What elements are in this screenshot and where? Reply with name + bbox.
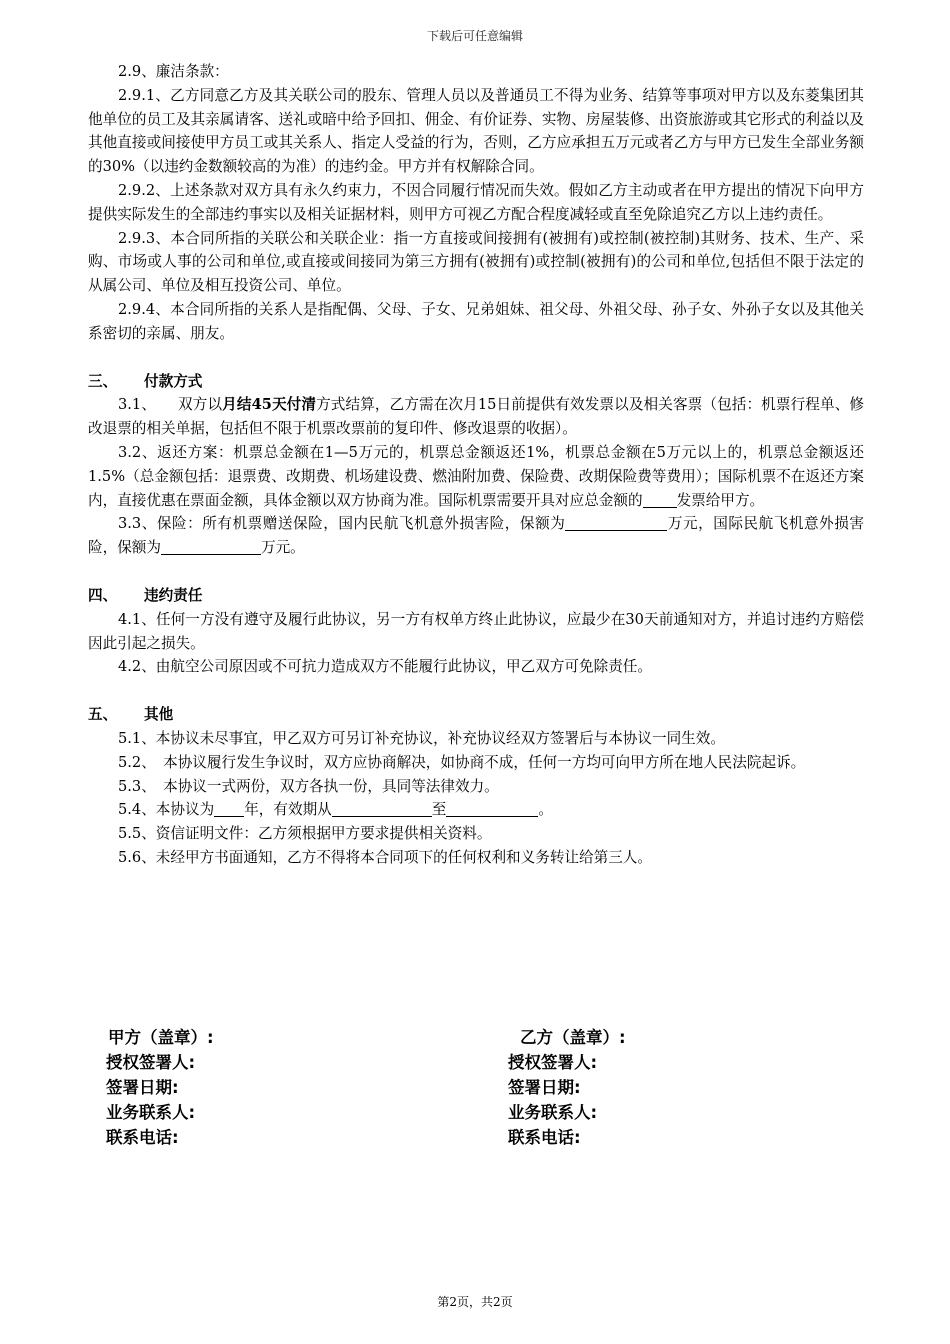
section-5-heading: [88, 703, 864, 727]
section-number: 三、: [88, 372, 118, 390]
clause-5-5: 5.5、资信证明文件：乙方须根据甲方要求提供相关资料。: [118, 825, 492, 843]
clause-text: 双方以: [177, 396, 223, 414]
clause-text: 至: [431, 801, 447, 819]
section-3-heading: [88, 370, 864, 394]
party-b-phone-label: 联系电话:: [508, 1128, 581, 1147]
clause-text: 方式结算，乙方需在次月15日前提供有效发票以及相关客票（包括：机票行程单、修改退票的相关单据，包括但不限于机票改票前的复印件、修改退票的收据）。: [88, 396, 864, 438]
clause-3-3: [88, 512, 864, 560]
party-a-contact-label: 业务联系人:: [106, 1103, 196, 1122]
blank-line: [643, 491, 677, 508]
clause-text: 年，有效期从: [244, 801, 332, 819]
clause-text: 发票给甲方。: [676, 491, 765, 509]
clause-text: 3.3、保险：所有机票赠送保险，国内民航飞机意外损害险，保额为: [118, 515, 566, 533]
section-title: 其他: [144, 706, 174, 724]
clause-5-6: 5.6、未经甲方书面通知，乙方不得将本合同项下的任何权利和义务转让给第三人。: [118, 848, 652, 866]
party-b-signature: [508, 1025, 828, 1150]
clause-5-1: 5.1、本协议未尽事宜，甲乙双方可另订补充协议，补充协议经双方签署后与本协议一同生效。: [118, 729, 725, 747]
page-header: 下载后可任意编辑: [426, 29, 523, 43]
payment-term: 月结45天付清: [222, 396, 317, 414]
section-number: 五、: [88, 706, 118, 724]
clause-3-1: [88, 393, 864, 441]
clause-text: 万元。: [260, 539, 305, 557]
clause-2-9-title: 2.9、廉洁条款：: [118, 63, 229, 80]
clause-5-4: [88, 798, 864, 822]
clause-text: 万元，国际民航飞机意外损害险，保额为: [88, 515, 864, 557]
clause-4-1: 4.1、任何一方没有遵守及履行此协议，另一方有权单方终止此协议，应最少在30天前通知对方，并追讨违约方赔偿因此引起之损失。: [88, 610, 864, 652]
party-a-signature: [106, 1025, 426, 1150]
clause-number: 3.1、: [118, 396, 157, 414]
party-b-signer-label: 授权签署人:: [508, 1053, 598, 1072]
section-title: 违约责任: [144, 586, 203, 604]
blank-line: [332, 800, 432, 817]
clause-number: 5.2、: [118, 753, 156, 771]
clause-text: 本协议履行发生争议时，双方应协商解决，如协商不成，任何一方均可向甲方所在地人民法院起诉。: [163, 753, 806, 771]
clause-2-9-1: 2.9.1、乙方同意乙方及其关联公司的股东、管理人员以及普通员工不得为业务、结算等事项对甲方以及东菱集团其他单位的员工及其亲属请客、送礼或暗中给予回扣、佣金、有价证券、实物、房屋装修、出资旅游或其它形式的利益以及其他直接或间接使甲方员工或其关系人、指定人受益的行为，否则，乙方应承担五万元或者乙方与甲方已发生全部业务额的30%（以违约金数额较高的为准）的违约金。甲方并有权解除合同。: [88, 86, 864, 176]
blank-line: [565, 514, 667, 531]
clause-text: 本协议一式两份，双方各执一份，具同等法律效力。: [163, 777, 499, 795]
clause-2-9-4: 2.9.4、本合同所指的关系人是指配偶、父母、子女、兄弟姐妹、祖父母、外祖父母、孙子女、外孙子女以及其他关系密切的亲属、朋友。: [88, 300, 864, 342]
clause-2-9-3: 2.9.3、本合同所指的关联公和关联企业：指一方直接或间接拥有(被拥有)或控制(被控制)其财务、技术、生产、采购、市场或人事的公司和单位,或直接或间接同为第三方拥有(被拥有)或控制(被拥有)的公司和单位,包括但不限于法定的从属公司、单位及相互投资公司、单位。: [88, 229, 864, 295]
party-a-phone-label: 联系电话:: [106, 1128, 179, 1147]
blank-line: [161, 538, 261, 555]
clause-3-2: [88, 441, 864, 512]
party-a-signer-label: 授权签署人:: [106, 1053, 196, 1072]
clause-5-2: [88, 751, 864, 775]
clause-5-3: [88, 775, 864, 799]
clause-2-9-2: 2.9.2、上述条款对双方具有永久约束力，不因合同履行情况而失效。假如乙方主动或者在甲方提出的情况下向甲方提供实际发生的全部违约事实以及相关证据材料，则甲方可视乙方配合程度减轻或直至免除追究乙方以上违约责任。: [88, 181, 864, 223]
party-b-contact-label: 业务联系人:: [508, 1103, 598, 1122]
blank-line: [214, 800, 244, 817]
clause-text: 3.2、返还方案：机票总金额在1—5万元的，机票总金额返还1%，机票总金额在5万元以上的，机票总金额返还1.5%（总金额包括：退票费、改期费、机场建设费、燃油附加费、保险费、改期保险费等费用）；国际机票不在返还方案内，直接优惠在票面金额，具体金额以双方协商为准。国际机票需要开具对应总金额的: [88, 443, 864, 509]
section-title: 付款方式: [144, 372, 203, 390]
clause-4-2: 4.2、由航空公司原因或不可抗力造成双方不能履行此协议，甲乙双方可免除责任。: [118, 658, 652, 676]
clause-text: 。: [538, 801, 553, 819]
section-4-heading: [88, 584, 864, 608]
party-a-seal-label: 甲方（盖章）:: [108, 1028, 214, 1047]
blank-line: [446, 800, 538, 817]
clause-number: 5.3、: [118, 777, 156, 795]
party-b-seal-label: 乙方（盖章）:: [520, 1028, 626, 1047]
party-b-date-label: 签署日期:: [508, 1078, 581, 1097]
document-body: [88, 60, 864, 870]
page-footer: 第2页，共2页: [437, 1295, 513, 1309]
section-number: 四、: [88, 586, 118, 604]
party-a-date-label: 签署日期:: [106, 1078, 179, 1097]
clause-text: 5.4、本协议为: [118, 801, 215, 819]
